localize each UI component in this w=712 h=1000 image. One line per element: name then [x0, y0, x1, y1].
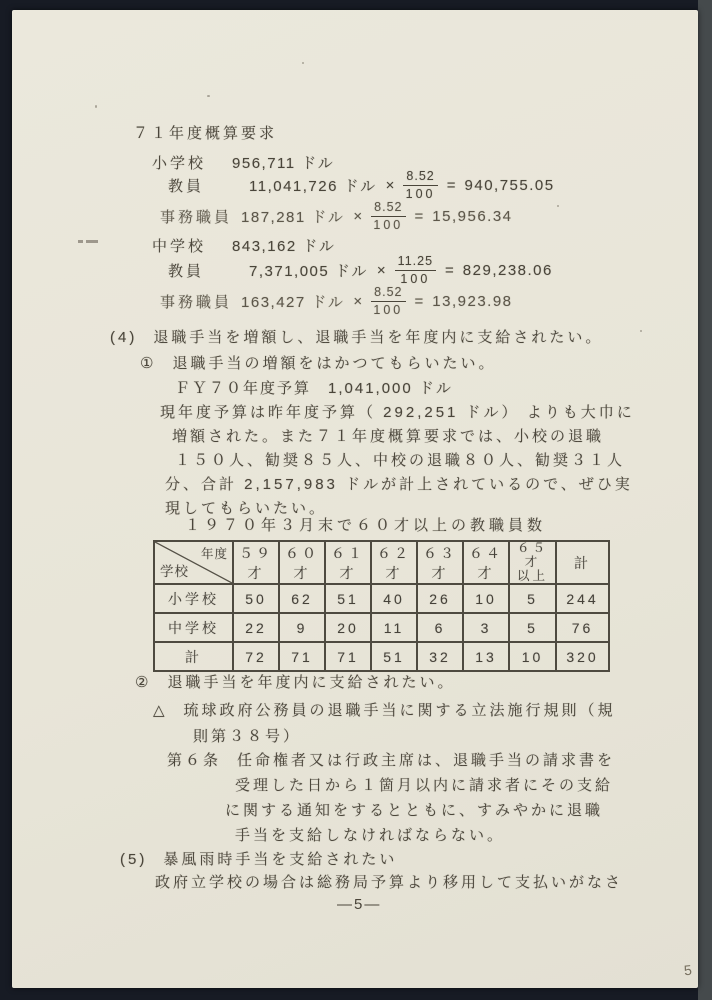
junior-label: 中学校 [152, 238, 207, 255]
table-cell: 5 [509, 613, 556, 642]
paper-speck [557, 205, 559, 207]
fy70-budget-text: ＦＹ７０年度予算 1,041,000 ドル [175, 380, 453, 397]
corner-label-age: 年度 [200, 547, 228, 561]
equation-elementary-staff [160, 197, 513, 235]
triangle-icon: △ [153, 702, 168, 719]
row-label: 中学校 [154, 613, 233, 642]
multiply-sign: × [376, 261, 386, 279]
table-cell: 22 [233, 613, 279, 642]
article-text: 受理した日から１箇月以内に請求者にその支給 [235, 777, 614, 794]
multiply-sign: × [353, 292, 363, 310]
section-4-heading [110, 327, 603, 349]
table-cell: 9 [279, 613, 325, 642]
section-5-body [155, 872, 623, 894]
column-header-65plus-line2: 以上 [516, 568, 548, 583]
column-header: ６４才 [463, 541, 509, 584]
equation-label: 教員 [168, 262, 205, 280]
equation-result: 940,755.05 [464, 176, 555, 194]
elementary-label: 小学校 [152, 155, 207, 172]
table-cell: 51 [325, 584, 371, 613]
table-cell: 71 [325, 642, 371, 671]
column-header: ６０才 [279, 541, 325, 584]
equation-label: 教員 [168, 177, 205, 195]
equals-sign: = [414, 292, 424, 310]
heading-text: ７１年度概算要求 [133, 125, 278, 142]
column-header-65plus-line1: ６５才 [516, 541, 548, 569]
table-title-text: １９７０年３月末で６０才以上の教職員数 [185, 517, 547, 534]
paper-speck [640, 330, 642, 332]
table-cell: 72 [233, 642, 279, 671]
paper-speck [302, 62, 304, 64]
margin-pencil-mark [78, 240, 98, 243]
footer-page-text: —5— [337, 896, 382, 913]
section-5-title: 暴風雨時手当を支給されたい [163, 851, 398, 868]
row-label: 計 [154, 642, 233, 671]
table-corner-cell [154, 541, 233, 584]
column-header: ５９才 [233, 541, 279, 584]
scan-background-strip [698, 0, 712, 1000]
table-cell: 40 [371, 584, 417, 613]
regulation-line-1 [153, 700, 616, 722]
equation-label: 事務職員 [160, 208, 233, 226]
paragraph-text: 現してもらいたい。 [165, 500, 328, 517]
multiply-sign: × [385, 176, 395, 194]
table-cell: 50 [233, 584, 279, 613]
table-row-junior [154, 613, 609, 642]
table-cell: 10 [463, 584, 509, 613]
table-cell: 6 [417, 613, 463, 642]
equation-amount: 11,041,726 ドル [249, 177, 377, 195]
equation-junior-staff [160, 282, 513, 320]
fraction-numerator: 8.52 [371, 285, 405, 301]
equation-amount: 7,371,005 ドル [249, 262, 368, 280]
fraction-denominator: 100 [405, 186, 436, 201]
table-cell: 62 [279, 584, 325, 613]
paragraph-line [172, 426, 604, 448]
circled-1-marker: ① [140, 355, 157, 372]
footer-page-number [337, 896, 381, 913]
paragraph-text: 増額された。また７１年度概算要求では、小校の退職 [172, 428, 605, 445]
equation-result: 829,238.06 [462, 261, 553, 279]
table-header-row [154, 541, 609, 584]
table-cell: 3 [463, 613, 509, 642]
multiply-sign: × [353, 207, 363, 225]
junior-total: 843,162 ドル [232, 238, 336, 255]
table-cell: 320 [556, 642, 609, 671]
column-header: ６１才 [325, 541, 371, 584]
equals-sign: = [414, 207, 424, 225]
table-row-total [154, 642, 609, 671]
section-5-marker: (5) [120, 851, 148, 868]
fy70-budget-line [175, 378, 453, 400]
section-4-marker: (4) [110, 329, 138, 346]
section-4-title: 退職手当を増額し、退職手当を年度内に支給されたい。 [153, 329, 604, 346]
article-6-line [167, 750, 615, 772]
table-cell: 10 [509, 642, 556, 671]
article-text: に関する通知をするとともに、すみやかに退職 [225, 802, 604, 819]
table-cell: 32 [417, 642, 463, 671]
fraction-numerator: 8.52 [403, 169, 437, 185]
column-header: ６２才 [371, 541, 417, 584]
table-cell: 20 [325, 613, 371, 642]
item-2-heading [135, 672, 455, 694]
table-cell: 26 [417, 584, 463, 613]
table-cell: 5 [509, 584, 556, 613]
table-cell: 71 [279, 642, 325, 671]
rate-fraction [371, 285, 405, 317]
paragraph-text: １５０人、勧奨８５人、中校の退職８０人、勧奨３１人 [175, 452, 626, 469]
article-line [225, 800, 603, 822]
item-1-title: 退職手当の増額をはかつてもらいたい。 [172, 355, 497, 372]
column-header-65plus [509, 541, 556, 584]
equation-label: 事務職員 [160, 293, 233, 311]
item-2-title: 退職手当を年度内に支給されたい。 [167, 674, 456, 691]
paragraph-text: 現年度予算は昨年度予算（ 292,251 ドル） よりも大巾に [160, 404, 635, 421]
table-title [185, 515, 546, 537]
section-5-heading [120, 849, 397, 871]
section-5-body-text: 政府立学校の場合は総務局予算より移用して支払いがなさ [155, 874, 624, 891]
item-1-heading [140, 353, 496, 375]
equals-sign: = [446, 176, 456, 194]
equation-result: 15,956.34 [432, 207, 513, 225]
table-cell: 244 [556, 584, 609, 613]
column-header-total: 計 [556, 541, 609, 584]
table-cell: 51 [371, 642, 417, 671]
paper-speck [207, 95, 210, 97]
article-text: 任命権者又は行政主席は、退職手当の請求書を [237, 752, 616, 769]
fraction-numerator: 8.52 [371, 200, 405, 216]
document-page [12, 10, 698, 988]
regulation-line-2 [193, 726, 301, 748]
table-cell: 11 [371, 613, 417, 642]
table-cell: 76 [556, 613, 609, 642]
table-row-elementary [154, 584, 609, 613]
table-cell: 13 [463, 642, 509, 671]
regulation-text: 則第３８号） [193, 728, 302, 745]
equation-amount: 163,427 ドル [241, 293, 345, 311]
paragraph-line [160, 402, 635, 424]
regulation-text: 琉球政府公務員の退職手当に関する立法施行規則（規 [183, 702, 616, 719]
column-header: ６３才 [417, 541, 463, 584]
fraction-denominator: 100 [373, 217, 404, 232]
fraction-denominator: 100 [373, 302, 404, 317]
paragraph-text: 分、合計 2,157,983 ドルが計上されているので、ぜひ実 [165, 476, 633, 493]
equation-amount: 187,281 ドル [241, 208, 345, 226]
equation-result: 13,923.98 [432, 292, 513, 310]
row-label: 小学校 [154, 584, 233, 613]
age-distribution-table [153, 540, 610, 672]
article-6-label: 第６条 [167, 752, 222, 769]
elementary-total: 956,711 ドル [232, 155, 335, 172]
article-text: 手当を支給しなければならない。 [235, 827, 506, 844]
paragraph-line [165, 474, 633, 496]
paper-speck [95, 105, 97, 108]
rate-fraction [371, 200, 405, 232]
paragraph-line [175, 450, 625, 472]
page-heading [133, 123, 277, 145]
equals-sign: = [445, 261, 454, 279]
corner-label-school: 学校 [160, 564, 189, 580]
fraction-numerator: 11.25 [395, 254, 436, 270]
fraction-denominator: 100 [400, 271, 431, 286]
article-line [235, 775, 613, 797]
handwritten-page-number-text: 5 [683, 961, 693, 979]
article-line [235, 825, 505, 847]
circled-2-marker: ② [135, 674, 152, 691]
handwritten-page-number [683, 962, 692, 979]
